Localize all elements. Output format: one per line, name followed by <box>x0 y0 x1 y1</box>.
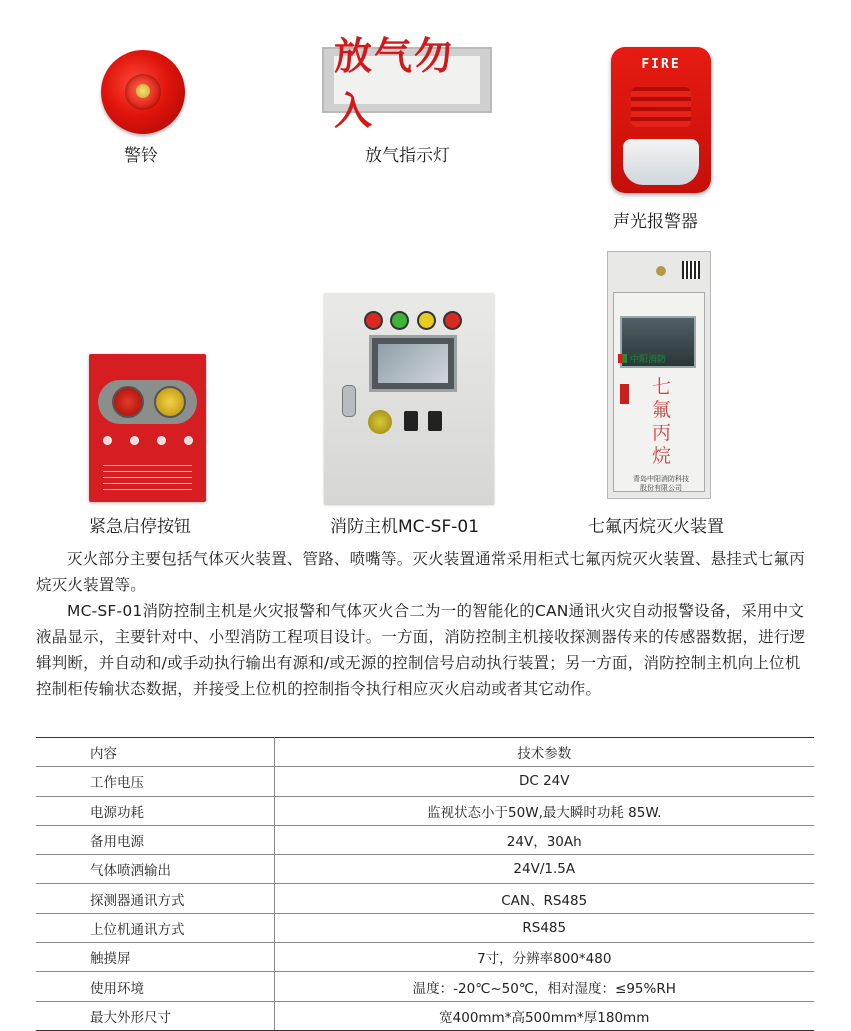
start-button-icon <box>112 386 144 418</box>
table-row <box>36 972 814 1001</box>
row-value: 7寸，分辨率800*480 <box>274 943 814 972</box>
row-key: 电源功耗 <box>36 796 274 825</box>
rocker-switch-icon <box>404 411 418 431</box>
paragraph-extinguishing: 灭火部分主要包括气体灭火装置、管路、喷嘴等。灭火装置通常采用柜式七氟丙烷灭火装置、悬挂式七氟丙烷灭火装置等。 <box>36 550 805 594</box>
table-row <box>36 767 814 796</box>
extinguisher-cabinet-image <box>607 251 711 499</box>
row-value: RS485 <box>274 913 814 942</box>
alarm-bell-image <box>101 50 185 134</box>
header-key: 内容 <box>36 738 274 767</box>
lcd-screen <box>369 335 457 392</box>
key-switch-icon <box>368 410 392 434</box>
row-value: 监视状态小于50W,最大瞬时功耗 85W. <box>274 796 814 825</box>
table-row <box>36 825 814 854</box>
bell-caption: 警铃 <box>124 146 158 166</box>
yellow-lamp-icon <box>419 313 434 328</box>
spec-table <box>36 737 814 1031</box>
row-value: DC 24V <box>274 767 814 796</box>
pressure-gauge-icon <box>656 266 666 276</box>
description-text <box>36 546 816 702</box>
red-lamp-icon <box>366 313 381 328</box>
paragraph-control-host: MC-SF-01消防控制主机是火灾报警和气体灭火合二为一的智能化的CAN通讯火灾自动报警设备，采用中文液晶显示，主要针对中、小型消防工程项目设计。一方面，消防控制主机接收探测器传来的传感器数据，进行逻辑判断，并自动和/或手动执行输出有源和/或无源的控制信号启动执行装置；另一方面，消防控制主机向上位机控制柜传输状态数据，并接受上位机的控制指令执行相应灭火启动或者其它动作。 <box>36 602 806 698</box>
strobe-siren-image <box>611 47 711 193</box>
table-row <box>36 913 814 942</box>
row-key: 工作电压 <box>36 767 274 796</box>
row-value: 温度：-20℃~50℃，相对湿度：≤95%RH <box>274 972 814 1001</box>
table-row <box>36 943 814 972</box>
extinguisher-caption: 七氟丙烷灭火装置 <box>588 517 724 537</box>
cabinet-brand: 中阳消防 <box>618 352 666 365</box>
row-value: 24V/1.5A <box>274 855 814 884</box>
control-host-caption: 消防主机MC-SF-01 <box>330 517 480 537</box>
row-key: 使用环境 <box>36 972 274 1001</box>
row-key: 上位机通讯方式 <box>36 913 274 942</box>
row-value: CAN、RS485 <box>274 884 814 913</box>
cabinet-vertical-label: 七氟丙烷 <box>652 376 672 467</box>
release-indicator-sign-text: 放气勿入 <box>334 56 480 104</box>
siren-fire-label: FIRE <box>641 57 681 72</box>
release-indicator-caption: 放气指示灯 <box>365 146 450 166</box>
control-host-image <box>324 293 494 504</box>
row-key: 备用电源 <box>36 825 274 854</box>
release-indicator-image <box>322 34 492 133</box>
row-key: 探测器通讯方式 <box>36 884 274 913</box>
table-header-row <box>36 738 814 767</box>
row-key: 气体喷洒输出 <box>36 855 274 884</box>
rocker-switch-icon <box>428 411 442 431</box>
header-value: 技术参数 <box>274 738 814 767</box>
emergency-button-caption: 紧急启停按钮 <box>89 517 191 537</box>
red-lamp-icon <box>445 313 460 328</box>
door-handle-icon <box>342 385 356 417</box>
table-row <box>36 796 814 825</box>
row-value: 24V，30Ah <box>274 825 814 854</box>
table-row <box>36 855 814 884</box>
row-value: 宽400mm*高500mm*厚180mm <box>274 1001 814 1030</box>
siren-caption: 声光报警器 <box>613 212 698 232</box>
stop-button-icon <box>154 386 186 418</box>
table-row <box>36 884 814 913</box>
row-key: 最大外形尺寸 <box>36 1001 274 1030</box>
cabinet-company-line2: 股份有限公司 <box>640 484 682 492</box>
green-lamp-icon <box>392 313 407 328</box>
emergency-button-image <box>89 354 206 502</box>
qr-code-icon <box>682 261 700 279</box>
table-row <box>36 1001 814 1030</box>
cabinet-company-line1: 青岛中阳消防科技 <box>633 475 689 483</box>
row-key: 触摸屏 <box>36 943 274 972</box>
